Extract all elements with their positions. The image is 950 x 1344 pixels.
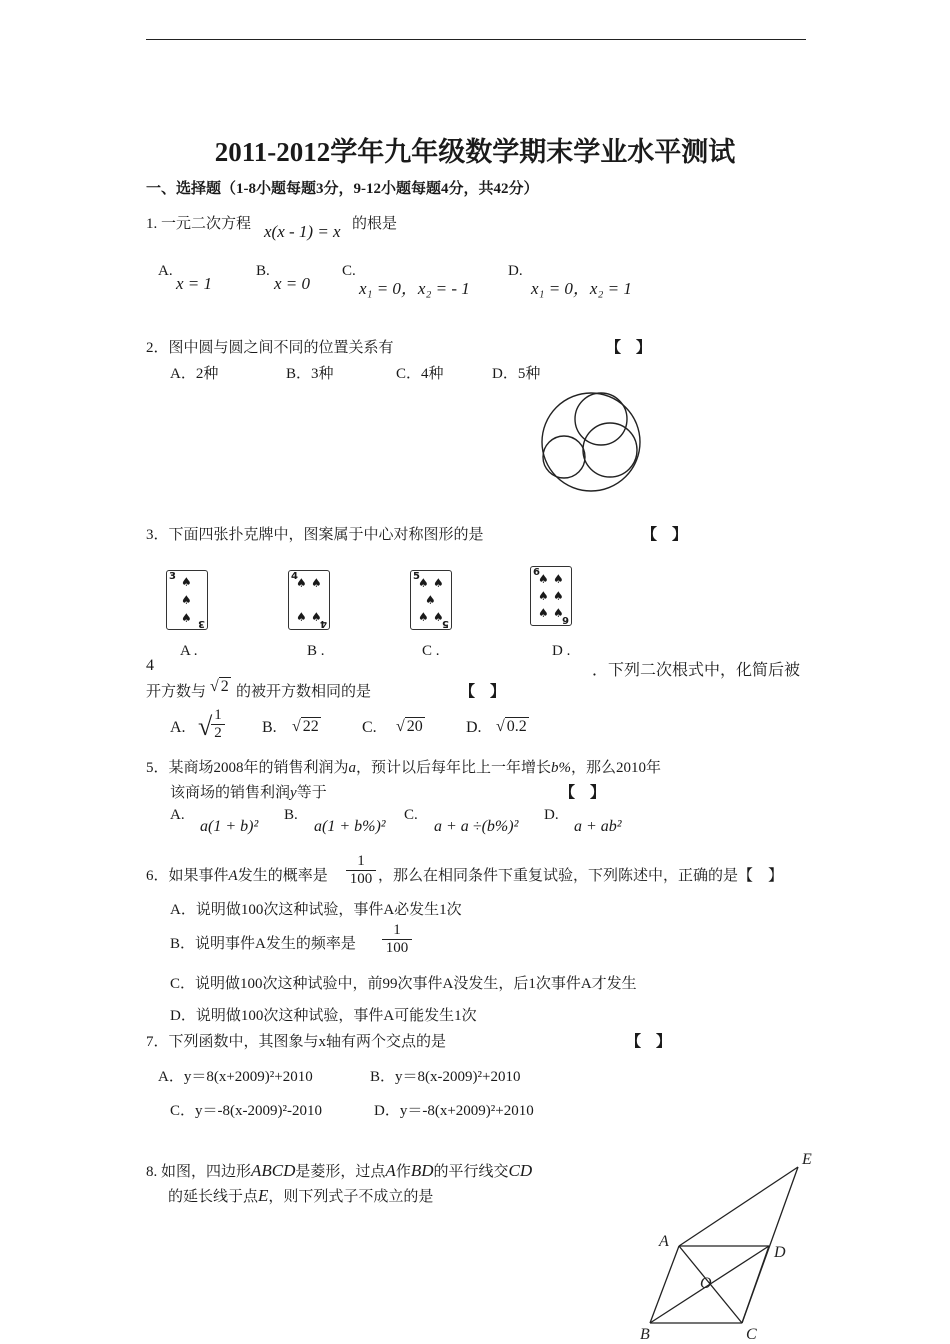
card-b-label: B . bbox=[307, 643, 325, 659]
card-d bbox=[530, 566, 572, 626]
card-d-rank-bottom: 6 bbox=[562, 614, 569, 625]
inner-circle-top bbox=[575, 393, 627, 445]
q4-opt-a-label: A. bbox=[170, 719, 186, 736]
card-a bbox=[166, 570, 208, 630]
card-d-rank: 6 bbox=[533, 567, 540, 578]
q4-answer-bracket: 【 】 bbox=[460, 684, 506, 700]
spade-icon: ♠ bbox=[538, 606, 549, 620]
inner-circle-right bbox=[583, 423, 637, 477]
q5-opt-a: a(1 + b)² bbox=[200, 818, 259, 835]
q4-stem: ．下列二次根式中，化简后被 bbox=[592, 662, 801, 679]
card-d-label: D . bbox=[552, 643, 571, 659]
q4-opt-b-label: B. bbox=[262, 719, 277, 736]
spade-icon: ♠ bbox=[538, 589, 549, 603]
q3-answer-bracket: 【 】 bbox=[642, 527, 688, 543]
circles-figure bbox=[536, 390, 648, 498]
line-ae bbox=[679, 1167, 798, 1246]
q2-answer-bracket: 【 】 bbox=[606, 340, 652, 356]
q8-stem-line1: 8. 如图，四边形ABCD是菱形，过点A作BD的平行线交CD bbox=[146, 1161, 533, 1180]
spade-icon: ♠ bbox=[418, 576, 429, 590]
spade-icon: ♠ bbox=[418, 610, 429, 624]
q1-stem: 1. 一元二次方程 bbox=[146, 216, 252, 232]
q6-opt-a: A．说明做100次这种试验，事件A必发生1次 bbox=[170, 902, 462, 918]
q5-opt-b-label: B. bbox=[284, 807, 298, 823]
card-c-label: C . bbox=[422, 643, 440, 659]
q4-opt-c: √ 20 bbox=[396, 718, 423, 735]
q4-opt-d: √ 0.2 bbox=[496, 718, 527, 735]
q6-probability-fraction: $\frac{1}{100}$ bbox=[346, 853, 376, 888]
q4-opt-b: √ 22 bbox=[292, 718, 319, 735]
header-rule bbox=[146, 39, 806, 40]
spade-icon: ♠ bbox=[425, 593, 436, 607]
section-heading: 一、选择题（1-8小题每题3分，9-12小题每题4分，共42分） bbox=[146, 181, 539, 197]
inner-circle-left bbox=[543, 436, 585, 478]
rhombus-figure bbox=[632, 1142, 822, 1342]
label-o: O bbox=[700, 1275, 712, 1292]
spade-icon: ♠ bbox=[311, 576, 322, 590]
q2-stem: 2．图中圆与圆之间不同的位置关系有 bbox=[146, 340, 394, 356]
spade-icon: ♠ bbox=[296, 576, 307, 590]
q6-opt-c: C．说明做100次这种试验中，前99次事件A没发生，后1次事件A才发生 bbox=[170, 976, 637, 992]
card-a-rank: 3 bbox=[169, 571, 176, 582]
q5-opt-c: a + a ÷(b%)² bbox=[434, 818, 519, 835]
spade-icon: ♠ bbox=[181, 575, 192, 589]
card-b-rank: 4 bbox=[291, 571, 298, 582]
spade-icon: ♠ bbox=[433, 576, 444, 590]
q7-opt-b: B．y＝8(x-2009)²+2010 bbox=[370, 1069, 521, 1085]
q5-opt-c-label: C. bbox=[404, 807, 418, 823]
q3-stem: 3．下面四张扑克牌中，图案属于中心对称图形的是 bbox=[146, 527, 484, 543]
q2-opt-c: C．4种 bbox=[396, 366, 444, 382]
q5-opt-a-label: A. bbox=[170, 807, 185, 823]
spade-icon: ♠ bbox=[181, 593, 192, 607]
card-a-label: A . bbox=[180, 643, 198, 659]
q2-opt-d: D．5种 bbox=[492, 366, 541, 382]
spade-icon: ♠ bbox=[553, 606, 564, 620]
q2-opt-a: A．2种 bbox=[170, 366, 219, 382]
q4-number: 4 bbox=[146, 657, 154, 674]
q7-answer-bracket: 【 】 bbox=[626, 1034, 672, 1050]
q4-opt-a-sqrt: √ bbox=[198, 712, 213, 741]
q5-opt-d: a + ab² bbox=[574, 818, 622, 835]
q1-opt-a-label: A. bbox=[158, 263, 173, 279]
q6-opt-b-fraction: $\frac{1}{100}$ bbox=[382, 922, 412, 957]
q6-opt-b: B．说明事件A发生的频率是 bbox=[170, 936, 356, 952]
q7-opt-a: A．y＝8(x+2009)²+2010 bbox=[158, 1069, 313, 1085]
q5-answer-bracket: 【 】 bbox=[560, 785, 606, 801]
q4-opt-d-label: D. bbox=[466, 719, 482, 736]
q1-opt-c-label: C. bbox=[342, 263, 356, 279]
q4-opt-a-fraction: $\frac{1}{2}$ bbox=[211, 707, 225, 742]
q6-stem: 6．如果事件A发生的概率是 bbox=[146, 868, 328, 884]
q1-equation: x(x - 1) = x bbox=[264, 222, 341, 241]
label-c: C bbox=[746, 1326, 757, 1342]
q1-stem-end: 的根是 bbox=[352, 216, 398, 232]
label-d: D bbox=[774, 1244, 786, 1261]
q1-opt-c: x₁ = 0，x₂ = - 1 bbox=[359, 279, 470, 298]
card-b bbox=[288, 570, 330, 630]
card-c-rank-bottom: 5 bbox=[442, 618, 449, 629]
q1-opt-d: x₁ = 0，x₂ = 1 bbox=[531, 279, 632, 298]
spade-icon: ♠ bbox=[433, 610, 444, 624]
q4-stem-line2: 开方数与 bbox=[146, 684, 207, 700]
q4-stem-line2-end: 的被开方数相同的是 bbox=[236, 684, 372, 700]
page-title: 2011-2012学年九年级数学期末学业水平测试 bbox=[214, 137, 736, 167]
spade-icon: ♠ bbox=[553, 589, 564, 603]
label-e: E bbox=[802, 1151, 812, 1168]
q7-opt-c: C．y＝-8(x-2009)²-2010 bbox=[170, 1103, 322, 1119]
q5-opt-b: a(1 + b%)² bbox=[314, 818, 386, 835]
side-ab bbox=[650, 1246, 679, 1323]
q1-opt-b-label: B. bbox=[256, 263, 270, 279]
line-ce bbox=[742, 1167, 798, 1323]
label-b: B bbox=[640, 1326, 650, 1342]
q2-opt-b: B．3种 bbox=[286, 366, 334, 382]
card-a-rank-bottom: 3 bbox=[198, 618, 205, 629]
q1-opt-b: x = 0 bbox=[274, 274, 311, 293]
label-a: A bbox=[659, 1233, 669, 1250]
card-c bbox=[410, 570, 452, 630]
q6-opt-d: D．说明做100次这种试验，事件A可能发生1次 bbox=[170, 1008, 477, 1024]
card-c-rank: 5 bbox=[413, 571, 420, 582]
spade-icon: ♠ bbox=[296, 610, 307, 624]
q7-stem: 7．下列函数中，其图象与x轴有两个交点的是 bbox=[146, 1034, 447, 1050]
spade-icon: ♠ bbox=[311, 610, 322, 624]
q5-line1: 5．某商场2008年的销售利润为a，预计以后每年比上一年增长b%，那么2010年 bbox=[146, 760, 662, 776]
q7-opt-d: D．y＝-8(x+2009)²+2010 bbox=[374, 1103, 534, 1119]
card-b-rank-bottom: 4 bbox=[320, 618, 327, 629]
q1-opt-d-label: D. bbox=[508, 263, 523, 279]
spade-icon: ♠ bbox=[553, 572, 564, 586]
q6-stem-end: ，那么在相同条件下重复试验，下列陈述中，正确的是【 】 bbox=[378, 868, 784, 884]
q5-opt-d-label: D. bbox=[544, 807, 559, 823]
spade-icon: ♠ bbox=[181, 611, 192, 625]
q4-opt-c-label: C. bbox=[362, 719, 377, 736]
q8-stem-line2: 的延长线于点E，则下列式子不成立的是 bbox=[168, 1186, 434, 1205]
q4-sqrt-2: √ 2 bbox=[210, 678, 229, 695]
q5-line2: 该商场的销售利润y等于 bbox=[170, 785, 327, 801]
q1-opt-a: x = 1 bbox=[176, 274, 213, 293]
spade-icon: ♠ bbox=[538, 572, 549, 586]
